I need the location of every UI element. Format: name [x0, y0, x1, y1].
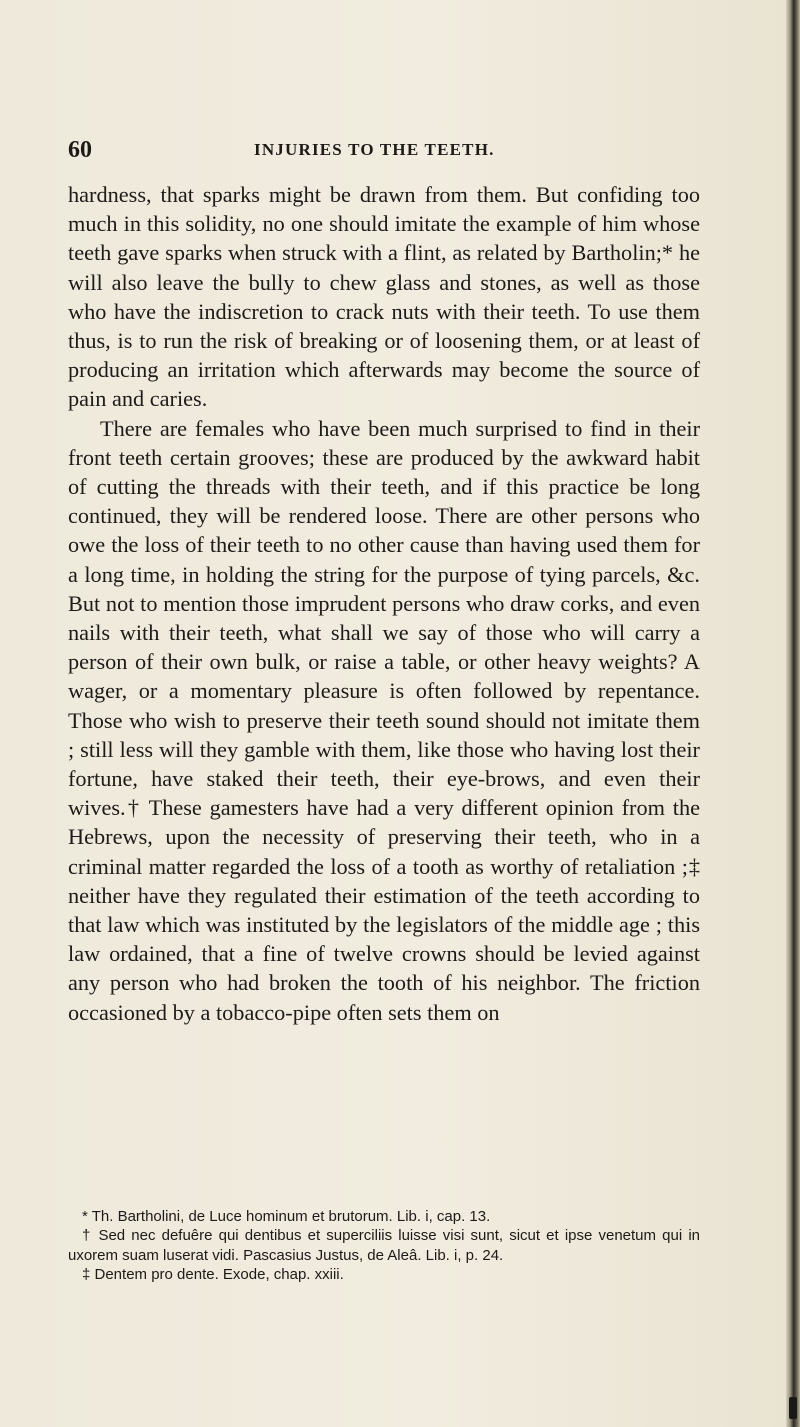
- running-title: INJURIES TO THE TEETH.: [254, 140, 495, 159]
- footnote: † Sed nec defuêre qui dentibus et superciliis luisse visi sunt, sicut et ipse venetum qui in uxorem suam luserat vidi. Pascasius Justus, de Aleâ. Lib. i, p. 24.: [68, 1227, 700, 1264]
- paragraph: There are females who have been much surprised to find in their front teeth certain grooves; these are produced by the awkward habit of cutting the threads with their teeth, and if this practice be long continued, they will be rendered loose. There are other persons who owe the loss of their teeth to no other cause than having used them for a long time, in holding the string for the purpose of tying parcels, &c. But not to mention those imprudent persons who draw corks, and even nails with their teeth, what shall we say of those who will carry a person of their own bulk, or raise a table, or other heavy weights? A wager, or a momentary pleasure is often followed by repentance. Those who wish to preserve their teeth sound should not imitate them ; still less will they gamble with them, like those who having lost their fortune, have staked their teeth, their eye-brows, and even their wives.† These gamesters have had a very different opinion from the Hebrews, upon the necessity of preserving their teeth, who in a criminal matter regarded the loss of a tooth as worthy of retaliation ;‡ neither have they regulated their estimation of the teeth according to that law which was instituted by the legislators of the middle age ; this law ordained, that a fine of twelve crowns should be levied against any person who had broken the tooth of his neighbor. The friction occasioned by a tobacco-pipe often sets them on: [68, 415, 700, 1025]
- paragraph: hardness, that sparks might be drawn from them. But confiding too much in this solidity, no one should imitate the example of him whose teeth gave sparks when struck with a flint, as related by Bartholin;* he will also leave the bully to chew glass and stones, as well as those who have the indiscretion to crack nuts with their teeth. To use them thus, is to run the risk of breaking or of loosening them, or at least of producing an irritation which afterwards may become the source of pain and caries.: [68, 182, 700, 412]
- footnotes: [68, 1207, 700, 1284]
- binding-mark: [789, 1397, 797, 1419]
- footnote: * Th. Bartholini, de Luce hominum et brutorum. Lib. i, cap. 13.: [82, 1208, 491, 1225]
- body-text: [68, 180, 700, 1027]
- page-edge: [786, 0, 800, 1427]
- page-header: [68, 137, 718, 167]
- footnote: ‡ Dentem pro dente. Exode, chap. xxiii.: [82, 1265, 344, 1283]
- page-number: 60: [68, 137, 92, 163]
